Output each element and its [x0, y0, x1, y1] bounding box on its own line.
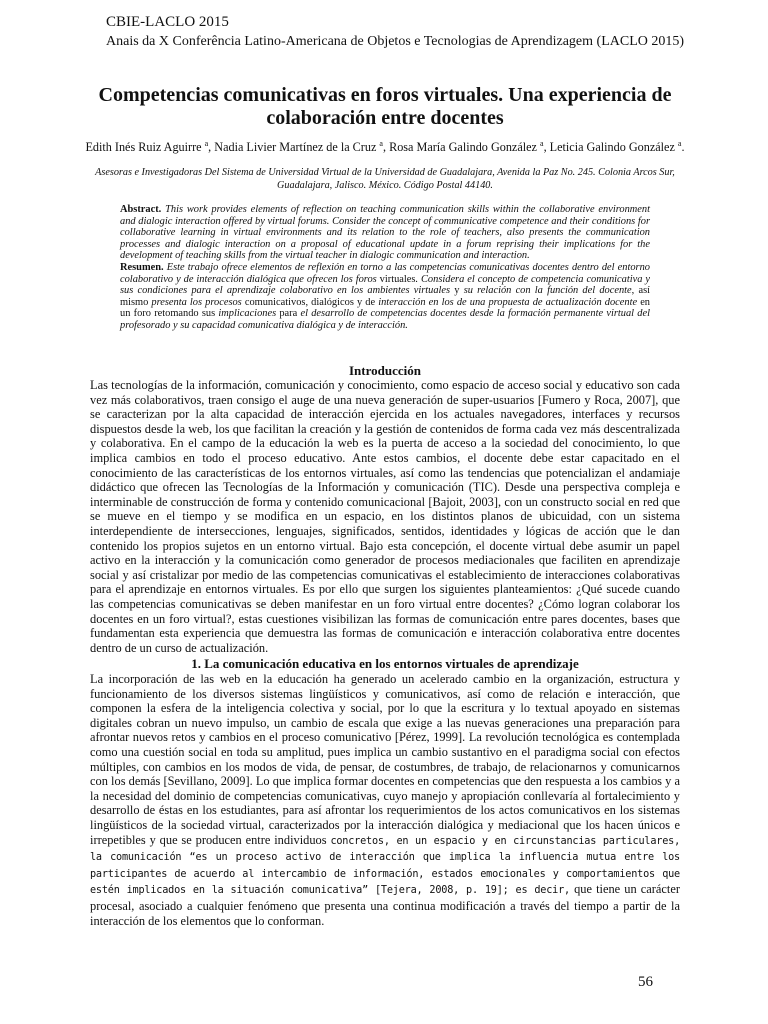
resumen-text: su relación con la función del docente [459, 285, 632, 297]
author-mark: a [677, 139, 682, 148]
abstract-paragraph [120, 204, 650, 262]
author-name: Edith Inés Ruiz Aguirre [85, 140, 202, 155]
resumen-text: comunicativos, dialógicos y de [244, 296, 376, 308]
resumen-text: interacción en los de una propuesta de actualización docente [375, 296, 641, 308]
author-mark: a [204, 139, 209, 148]
resumen-text: el desarrollo de competencias docentes desde la formación permanente virtual del profesorado y su capacidad comunicativa dialógica y de interacción. [120, 308, 650, 331]
section-1-text: La incorporación de las web en la educación ha generado un acelerado cambio en la organización, estructura y funcionamiento de los diversos sistemas lingüísticos y comunicativos, así como de relación e interacción, que componen la esfera de la inteligencia colectiva y social, por lo que la escritura y lo textual apoyado en sistemas digitales cobran un nuevo impulso, un cambio de escala que exige a las nuevas generaciones una preparación para afrontar nuevos retos y cambios en el proceso comunicativo [Pérez, 1999]. La revolución tecnológica es contemplada como una cuestión social en toda su amplitud, pues implica un cambio sustantivo en el paradigma social con efectos múltiples, con cambios en los modos de vida, de pensar, de costumbres, de trabajo, de relacionarnos y comunicarnos con los demás [Sevillano, 2009]. Lo que implica formar docentes en competencias que den respuesta a los cambios y a la necesidad del dominio de competencias comunicativas, cuyo manejo y apropiación conllevaría al fortalecimiento y desarrollo de éstas en los estudiantes, para así afrontar los requerimientos de los actos comunicativos en los sistemas lingüísticos de la sociedad virtual, caracterizados por la interacción dialógica y mediacional que los hacen únicos e irrepetibles y que se producen entre individuos [90, 672, 680, 847]
conference-name: CBIE-LACLO 2015 [106, 14, 229, 30]
running-header [106, 12, 756, 51]
resumen-text: implicaciones [215, 308, 280, 320]
author-list: Edith Inés Ruiz Aguirre $^a$, Nadia Livier Martínez de la Cruz $^a$, Rosa María Galindo González $^a$, Leticia Galindo González $^a$. [85, 139, 685, 155]
paper-title: Competencias comunicativas en foros virtuales. Una experiencia de colaboración entre docentes [98, 84, 672, 129]
author-name: Leticia Galindo González [549, 140, 675, 155]
resumen-text: en un foro retomando sus [120, 296, 650, 320]
author-mark: a [379, 139, 383, 148]
intro-paragraph: Las tecnologías de la información, comunicación y conocimiento, como espacio de acceso social y educativo son cada vez más colaborativos, traen consigo el auge de una nueva generación de super-usuarios [Fumero y Roca, 2007], que se caracterizan por la alta capacidad de interacción ejercida en los actuales navegadores, interfaces y recursos dispuestos desde la web, los que facilitan la creación y la gestión de contenidos de forma cada vez más descentralizada y colaborativa. En el campo de la educación la web es la puerta de acceso a la sociedad del conocimiento, lo que implica cambios en todo el proceso educativo. Ante estos cambios, el docente debe estar capacitado en el conocimiento de las características de los entornos virtuales, así como las tendencias que potencializan el andamiaje didáctico que ofrecen las Tecnologías de la Información y comunicación (TIC). Desde una perspectiva compleja e interminable de construcción de forma y contenido comunicacional [Bajoit, 2003], con un constructo social en red que se mueve en el tiempo y se modifica en un espacio, en los distintos planos de ubicuidad, con un sistema interdependiente de intersecciones, lenguajes, significados, sentidos, identidades y lógicas de acción que le dan contenido los propios sujetos en un entorno virtual. Bajo esta concepción, el docente virtual debe asumir un papel activo en la interacción y la comunicación como generador de procesos mediacionales que faciliten en aprendizaje social y así cristalizar por medio de las competencias comunicativas el establecimiento de interacciones colaborativas para el aprendizaje en entornos virtuales. Es por ello que surgen los siguientes planteamientos: ¿Qué sucede cuando las competencias comunicativas se deben manifestar en un foro virtual entre docentes? ¿Cómo logran colaborar los docentes en un foro virtual?, estas cuestiones visibilizan las formas de comunicación entre pares docentes, bases que fundamentan esta experiencia que demuestra las formas de comunicación e interacción colaborativa entre docentes dentro de un curso de actualización. [90, 378, 680, 655]
section-1-quote: concretos, en un espacio y en circunstancias particulares, la comunicación “es un proceso activo de interacción que implica la influencia mutua entre los participantes de acuerdo al intercambio de información, estados emocionales y comportamientos que estén implicados en la situación comunicativa” [Tejera, 2008, p. 19]; es decir, [90, 835, 680, 897]
resumen-paragraph [120, 262, 650, 332]
resumen-label: Resumen. [120, 261, 164, 273]
abstract-label: Abstract. [120, 204, 162, 215]
intro-heading: Introducción [349, 363, 421, 378]
proceedings-name: Anais da X Conferência Latino-Americana de Objetos e Tecnologias de Aprendizagem (LACLO 2015) [106, 34, 685, 49]
section-1-paragraph [90, 672, 680, 928]
resumen-text: Este trabajo ofrece elementos de reflexión en torno a las competencias comunicativas docentes dentro del entorno colaborativo y de interacción dialógica que ofrecen los foros [120, 261, 650, 285]
resumen-text: presenta los procesos [148, 296, 245, 308]
author-name: Nadia Livier Martínez de la Cruz [214, 140, 377, 155]
affiliation: Asesoras e Investigadoras Del Sistema de Universidad Virtual de la Universidad de Guadalajara, Avenida la Paz No. 245. Colonia Arcos Sur, Guadalajara, Jalisco. México. Código Postal 44140. [95, 167, 675, 191]
section-1-body [90, 672, 680, 928]
intro-body [90, 378, 680, 655]
resumen-text: para [279, 308, 298, 320]
abstract-text: This work provides elements of reflection on teaching communication skills within the collaborative environment and dialogic interaction offered by virtual forums. Consider the concept of communicative competence and their conditions for collaborative learning in virtual environments and its relation to the role of teachers, also presents the communication processes and dialogic interaction on a proposal of educational update in a forum reprising their implications for the development of teaching skills from the virtual teacher in dialogic communication and interaction. [120, 204, 650, 262]
section-1-heading: 1. La comunicación educativa en los entornos virtuales de aprendizaje [191, 656, 579, 671]
resumen-text: virtuales [379, 273, 416, 285]
abstract-block [120, 204, 650, 332]
page-number: 56 [638, 974, 653, 990]
resumen-text: , así mismo [120, 285, 650, 308]
resumen-text: y [454, 285, 460, 297]
section-1-text: que tiene un carácter procesal, asociado a cualquier fenómeno que presenta una continua modificación a través del tiempo a partir de la interacción de los elementos que lo conforman. [90, 882, 680, 928]
author-mark: a [540, 139, 544, 148]
resumen-text: . Considera el concepto de competencia comunicativa y sus condiciones para el aprendizaje colaborativo en los ambientes virtuales [120, 273, 650, 297]
author-name: Rosa María Galindo González [389, 140, 537, 155]
